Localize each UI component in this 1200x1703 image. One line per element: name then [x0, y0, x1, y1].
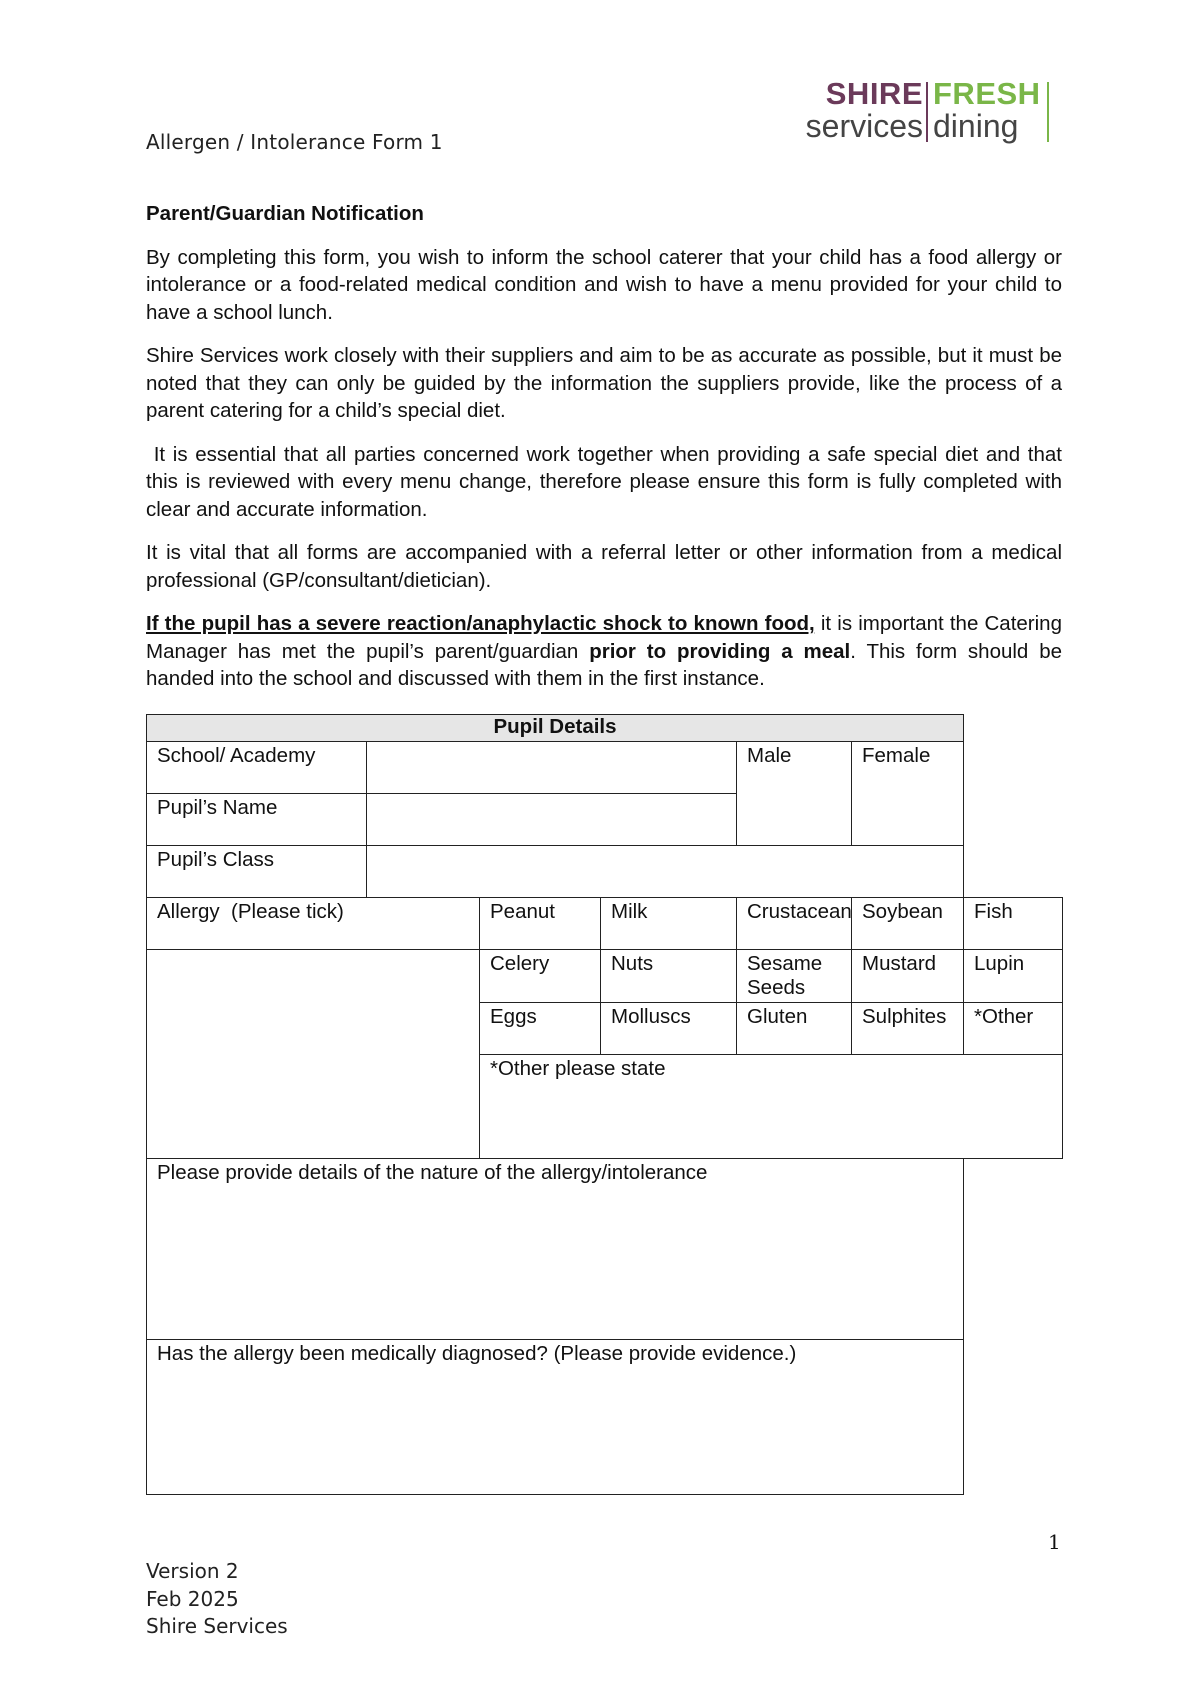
logo-divider	[926, 82, 928, 142]
notification-heading: Parent/Guardian Notification	[146, 202, 424, 225]
paragraph-severe-reaction: If the pupil has a severe reaction/anaphylactic shock to known food, it is important the Catering Manager has met the pupil’s parent/guardian prior to providing a meal. This form should be handed into the school and discussed with them in the first instance.	[146, 612, 1068, 690]
pupil-name-label: Pupil’s Name	[147, 794, 367, 846]
male-option[interactable]: Male	[737, 742, 852, 846]
form-title: Allergen / Intolerance Form 1	[146, 130, 443, 154]
severe-reaction-warning: If the pupil has a severe reaction/anaphylactic shock to known food,	[146, 612, 815, 635]
allergen-option[interactable]: Molluscs	[601, 1003, 737, 1055]
page-number: 1	[1048, 1530, 1061, 1554]
pupil-name-input[interactable]	[367, 794, 737, 846]
paragraph-essential: It is essential that all parties concerned work together when providing a safe special diet and that this is reviewed with every menu change, therefore please ensure this form is fully completed with clear and accurate information.	[146, 442, 1068, 521]
allergen-option[interactable]: Peanut	[480, 898, 601, 950]
footer	[146, 1558, 288, 1641]
allergen-option[interactable]: Celery	[480, 950, 601, 1003]
allergen-option[interactable]: Sesame Seeds	[737, 950, 852, 1003]
allergy-details-field[interactable]: Please provide details of the nature of the allergy/intolerance	[147, 1159, 964, 1340]
logo-services-text: services	[805, 108, 923, 144]
allergen-option[interactable]: Nuts	[601, 950, 737, 1003]
logo-shire-services	[805, 78, 923, 142]
allergen-option[interactable]: Gluten	[737, 1003, 852, 1055]
footer-date: Feb 2025	[146, 1586, 239, 1611]
paragraph-purpose: By completing this form, you wish to inform the school caterer that your child has a food allergy or intolerance or a food-related medical condition and wish to have a menu provided for your child to have a school lunch.	[146, 245, 1062, 324]
allergen-option[interactable]: Fish	[964, 898, 1063, 950]
pupil-details-table	[146, 714, 1063, 1495]
paragraph-suppliers: Shire Services work closely with their suppliers and aim to be as accurate as possible, but it must be noted that they can only be guided by the information the suppliers provide, like the process of a parent catering for a child’s special diet.	[146, 344, 1062, 422]
logo-fresh-dining	[933, 78, 1041, 142]
allergen-option[interactable]: Mustard	[852, 950, 964, 1003]
pupil-class-input[interactable]	[367, 846, 964, 898]
pupil-class-label: Pupil’s Class	[147, 846, 367, 898]
logo-shire-text: SHIRE	[825, 76, 923, 111]
paragraph-referral: It is vital that all forms are accompanied with a referral letter or other information from a medical professional (GP/consultant/dietician).	[146, 541, 1062, 592]
medical-diagnosis-field[interactable]: Has the allergy been medically diagnosed? (Please provide evidence.)	[147, 1340, 964, 1495]
logo-fresh-text: FRESH	[933, 76, 1041, 111]
other-allergy-field[interactable]: *Other please state	[480, 1055, 1063, 1159]
allergen-option[interactable]: Eggs	[480, 1003, 601, 1055]
allergy-label: Allergy (Please tick)	[147, 898, 480, 950]
allergen-option[interactable]: Soybean	[852, 898, 964, 950]
shire-fresh-logo	[805, 78, 1065, 148]
allergy-blank-area	[147, 950, 480, 1159]
logo-dining-text: dining	[933, 108, 1019, 144]
female-option[interactable]: Female	[852, 742, 964, 846]
logo-divider-green	[1047, 82, 1049, 142]
allergen-option[interactable]: Milk	[601, 898, 737, 950]
school-input[interactable]	[367, 742, 737, 794]
allergen-option[interactable]: *Other	[964, 1003, 1063, 1055]
allergen-option[interactable]: Sulphites	[852, 1003, 964, 1055]
allergen-option[interactable]: Crustacean	[737, 898, 852, 950]
notification-section	[146, 200, 1068, 709]
pupil-details-heading: Pupil Details	[147, 715, 964, 742]
footer-org: Shire Services	[146, 1614, 288, 1638]
allergen-option[interactable]: Lupin	[964, 950, 1063, 1003]
footer-version: Version 2	[146, 1559, 239, 1583]
school-label: School/ Academy	[147, 742, 367, 794]
prior-to-meal-emphasis: prior to providing a meal	[589, 639, 851, 663]
